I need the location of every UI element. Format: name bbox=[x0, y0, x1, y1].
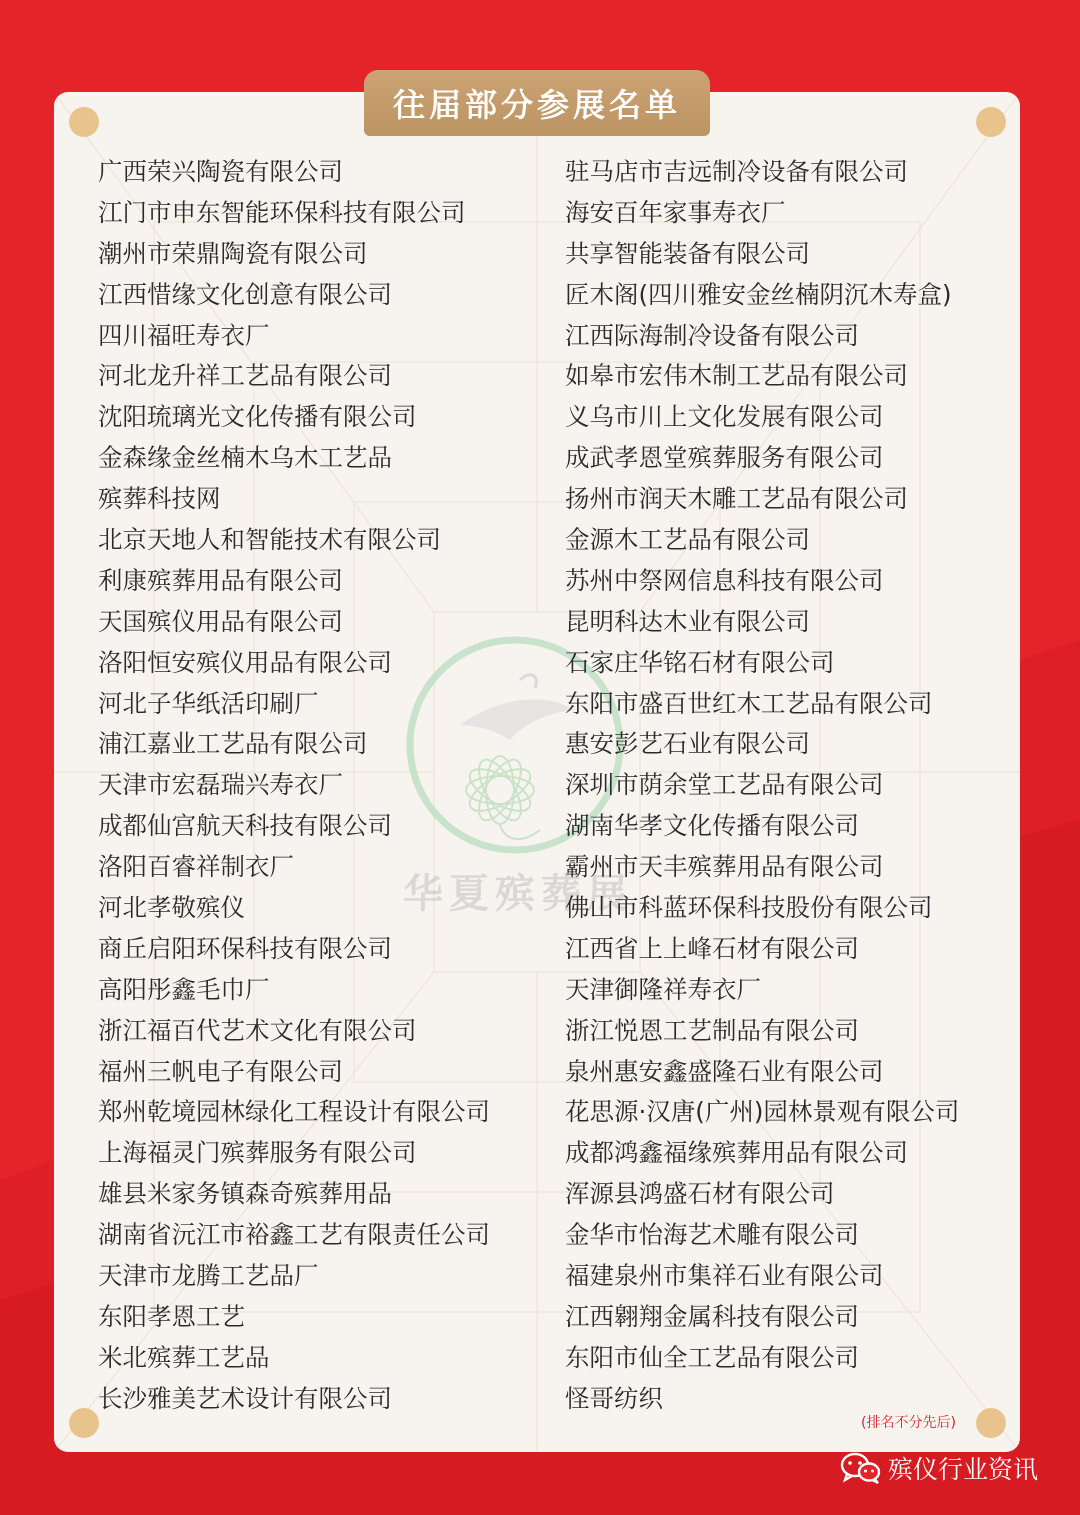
exhibitor-name: 花思源·汉唐(广州)园林景观有限公司 bbox=[565, 1097, 960, 1127]
exhibitor-name: 河北孝敬殡仪 bbox=[98, 893, 245, 923]
exhibitor-name: 福建泉州市集祥石业有限公司 bbox=[565, 1261, 884, 1291]
exhibitor-name: 天津市宏磊瑞兴寿衣厂 bbox=[98, 770, 343, 800]
exhibitor-name: 东阳市仙全工艺品有限公司 bbox=[565, 1342, 859, 1372]
exhibitor-name: 石家庄华铭石材有限公司 bbox=[565, 647, 835, 677]
exhibitor-name: 浦江嘉业工艺品有限公司 bbox=[98, 729, 368, 759]
exhibitor-name: 浙江悦恩工艺制品有限公司 bbox=[565, 1015, 859, 1045]
exhibitor-name: 沈阳琉璃光文化传播有限公司 bbox=[98, 402, 417, 432]
exhibitor-name: 金森缘金丝楠木乌木工艺品 bbox=[98, 443, 392, 473]
exhibitor-name: 湖南省沅江市裕鑫工艺有限责任公司 bbox=[98, 1220, 490, 1250]
exhibitor-name: 霸州市天丰殡葬用品有限公司 bbox=[565, 852, 884, 882]
exhibitor-name: 湖南华孝文化传播有限公司 bbox=[565, 811, 859, 841]
exhibitor-name: 长沙雅美艺术设计有限公司 bbox=[98, 1383, 392, 1413]
corner-dot-top-right bbox=[976, 107, 1006, 137]
exhibitor-name: 成都鸿鑫福缘殡葬用品有限公司 bbox=[565, 1138, 908, 1168]
exhibitor-name: 苏州中祭网信息科技有限公司 bbox=[565, 565, 884, 595]
watermark-text: 华夏殡葬展 bbox=[403, 871, 633, 917]
exhibitor-name: 天津市龙腾工艺品厂 bbox=[98, 1261, 319, 1291]
title-banner bbox=[364, 70, 710, 136]
corner-dot-top-left bbox=[69, 107, 99, 137]
exhibitor-name: 利康殡葬用品有限公司 bbox=[98, 565, 343, 595]
exhibitor-name: 江西省上上峰石材有限公司 bbox=[565, 933, 859, 963]
exhibitor-name: 洛阳恒安殡仪用品有限公司 bbox=[98, 647, 392, 677]
exhibitor-name: 驻马店市吉远制冷设备有限公司 bbox=[565, 157, 908, 186]
exhibitor-name: 海安百年家事寿衣厂 bbox=[565, 197, 786, 227]
corner-dot-bottom-left bbox=[69, 1408, 99, 1438]
exhibitor-name: 洛阳百睿祥制衣厂 bbox=[98, 852, 294, 882]
exhibitor-name: 怪哥纺织 bbox=[565, 1383, 663, 1413]
wechat-icon bbox=[840, 1452, 882, 1484]
exhibitor-name: 泉州惠安鑫盛隆石业有限公司 bbox=[565, 1056, 884, 1086]
page-title: 往届部分参展名单 bbox=[392, 86, 681, 124]
exhibitor-name: 江西翱翔金属科技有限公司 bbox=[565, 1301, 859, 1331]
exhibitor-name: 东阳孝恩工艺 bbox=[98, 1301, 245, 1331]
exhibitor-name: 扬州市润天木雕工艺品有限公司 bbox=[565, 484, 908, 514]
exhibitor-name: 佛山市科蓝环保科技股份有限公司 bbox=[565, 893, 933, 923]
exhibitor-name: 成都仙宫航天科技有限公司 bbox=[98, 811, 392, 841]
exhibitor-name: 浙江福百代艺术文化有限公司 bbox=[98, 1015, 417, 1045]
exhibitor-name: 浑源县鸿盛石材有限公司 bbox=[565, 1179, 835, 1209]
exhibitor-name: 金华市怡海艺术雕有限公司 bbox=[565, 1220, 859, 1250]
exhibitor-name: 天津御隆祥寿衣厂 bbox=[565, 974, 761, 1004]
exhibitor-name: 深圳市荫余堂工艺品有限公司 bbox=[565, 770, 884, 800]
exhibitor-name: 金源木工艺品有限公司 bbox=[565, 525, 810, 555]
exhibitor-name: 商丘启阳环保科技有限公司 bbox=[98, 933, 392, 963]
exhibitor-name: 昆明科达木业有限公司 bbox=[565, 606, 810, 636]
exhibitor-name: 河北子华纸活印刷厂 bbox=[98, 688, 319, 718]
exhibitor-name: 郑州乾境园林绿化工程设计有限公司 bbox=[98, 1097, 490, 1127]
exhibitor-name: 上海福灵门殡葬服务有限公司 bbox=[98, 1138, 417, 1168]
exhibitor-name: 广西荣兴陶瓷有限公司 bbox=[98, 157, 343, 186]
exhibitor-name: 江西惜缘文化创意有限公司 bbox=[98, 279, 392, 309]
exhibitor-name: 潮州市荣鼎陶瓷有限公司 bbox=[98, 238, 368, 268]
exhibitor-name: 米北殡葬工艺品 bbox=[98, 1342, 270, 1372]
exhibitor-name: 匠木阁(四川雅安金丝楠阴沉木寿盒) bbox=[565, 279, 952, 309]
exhibitor-name: 雄县米家务镇森奇殡葬用品 bbox=[98, 1179, 392, 1209]
exhibitor-name: 江西际海制冷设备有限公司 bbox=[565, 320, 859, 350]
exhibitor-name: 北京天地人和智能技术有限公司 bbox=[98, 525, 441, 555]
exhibitor-name: 河北龙升祥工艺品有限公司 bbox=[98, 361, 392, 391]
account-name: 殡仪行业资讯 bbox=[888, 1455, 1039, 1484]
exhibitor-name: 殡葬科技网 bbox=[98, 484, 221, 514]
exhibitor-name: 成武孝恩堂殡葬服务有限公司 bbox=[565, 443, 884, 473]
footer-account bbox=[840, 1450, 1038, 1486]
exhibitor-name: 福州三帆电子有限公司 bbox=[98, 1056, 343, 1086]
exhibitor-name: 义乌市川上文化发展有限公司 bbox=[565, 402, 884, 432]
exhibitor-name: 惠安彭艺石业有限公司 bbox=[565, 729, 810, 759]
ranking-note: (排名不分先后) bbox=[861, 1415, 956, 1431]
exhibitor-list-right bbox=[565, 152, 959, 1420]
exhibitor-name: 高阳彤鑫毛巾厂 bbox=[98, 974, 270, 1004]
corner-dot-bottom-right bbox=[976, 1408, 1006, 1438]
exhibitor-list-left bbox=[98, 152, 490, 1420]
exhibitor-name: 如皋市宏伟木制工艺品有限公司 bbox=[565, 361, 908, 391]
exhibitor-name: 江门市申东智能环保科技有限公司 bbox=[98, 197, 466, 227]
exhibitor-name: 四川福旺寿衣厂 bbox=[98, 320, 270, 350]
exhibitor-name: 东阳市盛百世红木工艺品有限公司 bbox=[565, 688, 933, 718]
exhibitor-name: 天国殡仪用品有限公司 bbox=[98, 606, 343, 636]
exhibitor-name: 共享智能装备有限公司 bbox=[565, 238, 810, 268]
